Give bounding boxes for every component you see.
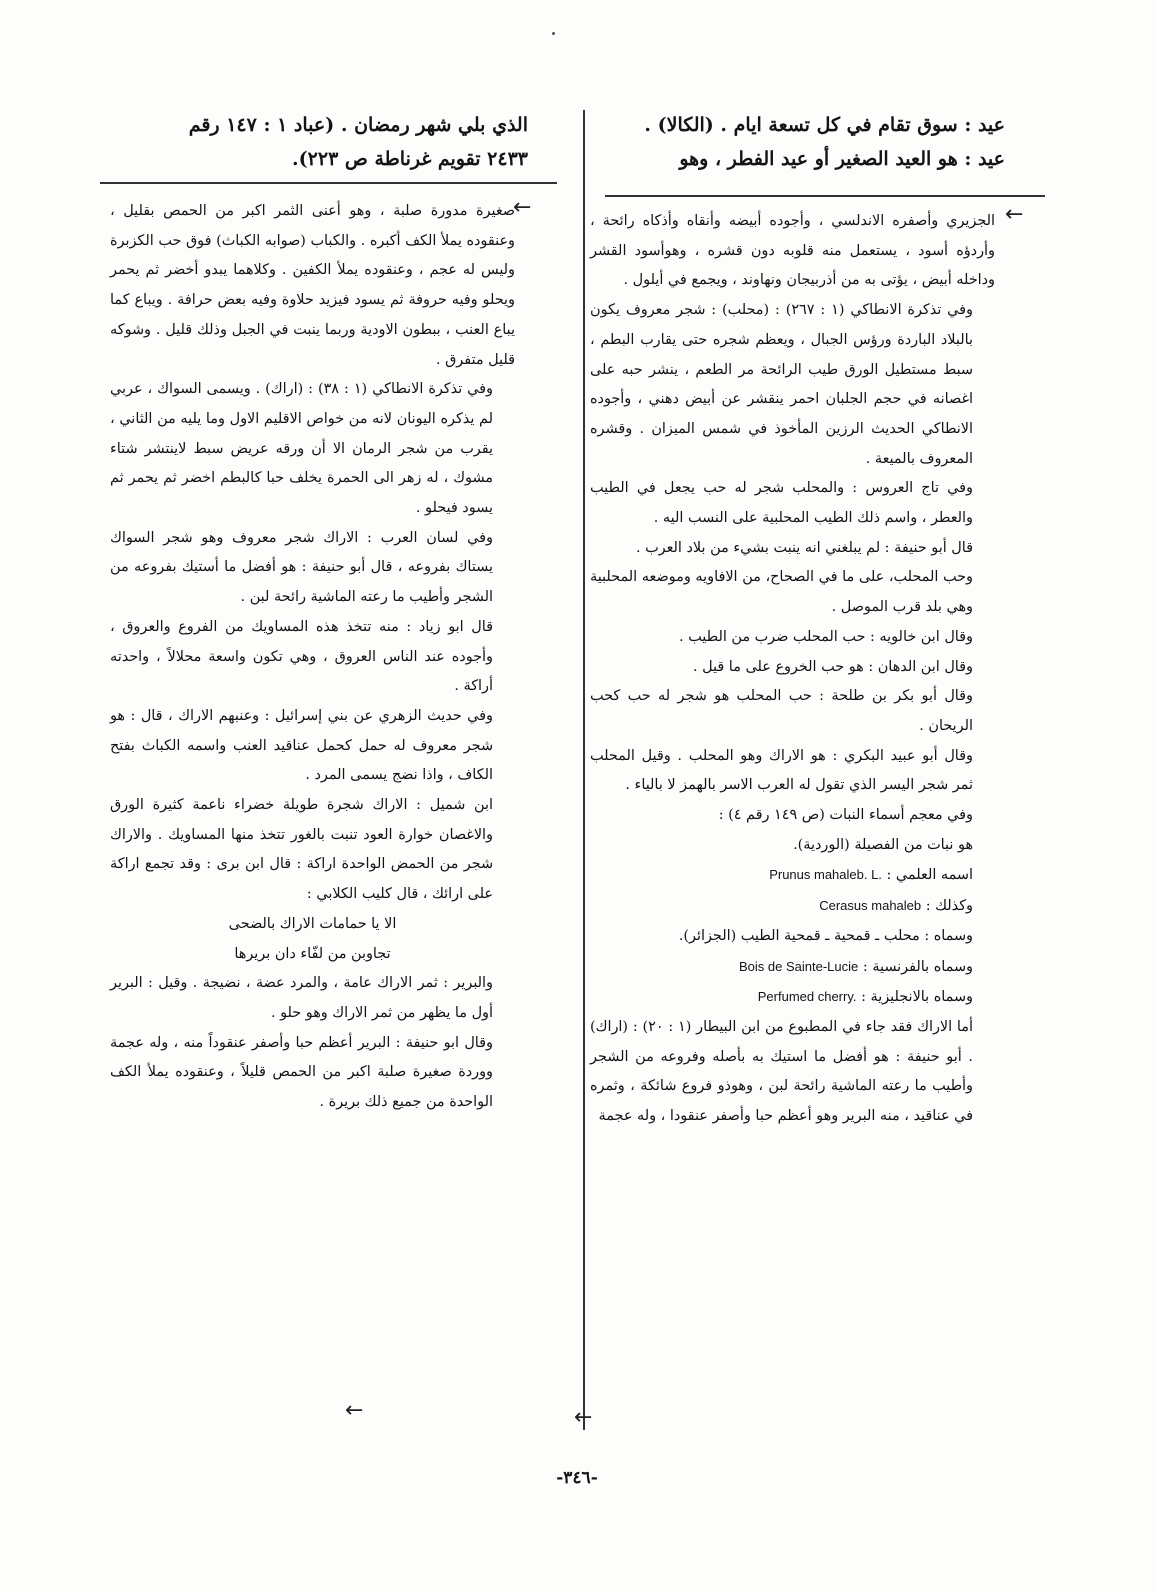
paragraph: الجزيري وأصفره الاندلسي ، وأجوده أبيضه وأنقاه وأذكاه رائحة ، وأردؤه أسود ، يستعمل منه قلوبه دون قشره ، وهوأسود القشر وداخله أبيض ، يؤتى به من أذربيجان ونهاوند ، ويجمع في أيلول . — [590, 213, 995, 289]
header-right — [605, 108, 1005, 176]
page-number: -٣٤٦- — [556, 1468, 598, 1488]
latin-name: Cerasus mahaleb — [819, 898, 922, 914]
latin-name: Prunus mahaleb. L. — [769, 867, 882, 883]
paragraph: وقال ابو حنيفة : البرير أعظم حبا وأصفر عنقوداً منه ، وله عجمة ووردة صغيرة صلبة اكبر من الحمص قليلاً ، وعنقوده يملأ الكف الواحدة من جميع ذلك بريرة . — [110, 1034, 493, 1111]
paragraph: وقال أبو بكر بن طلحة : حب المحلب هو شجر له حب كحب الريحان . — [590, 688, 973, 734]
right-header-divider — [605, 195, 1045, 197]
header-left-line-2: ٢٤٣٣ تقويم غرناطة ص ٢٢٣). — [292, 148, 528, 170]
continuation-arrow-icon: ← — [513, 195, 532, 220]
paragraph: قال أبو حنيفة : لم يبلغني انه ينبت بشيء من بلاد العرب . — [635, 539, 973, 556]
paragraph: ابن شميل : الاراك شجرة طويلة خضراء ناعمة كثيرة الورق والاغصان خوارة العود تنبت بالغور تتخذ منها المساويك . والاراك شجر من الحمض الواحدة اراكة : قال ابن برى : وقد تجمع اراكة على ارائك ، قال كليب الكلابي : — [110, 797, 493, 903]
paragraph: وفي حديث الزهري عن بني إسرائيل : وعنبهم الاراك ، قال : هو شجر معروف له حمل كحمل عناقيد العنب واسمه الكباث بفتح الكاف ، واذا نضج يسمى المرد . — [110, 707, 493, 784]
column-divider — [583, 110, 585, 1430]
continuation-arrow-icon: ← — [345, 1398, 364, 1423]
paragraph: وفي تاج العروس : والمحلب شجر له حب يجعل في الطيب والعطر ، واسم ذلك الطيب المحلبية على النسب اليه . — [590, 480, 973, 527]
right-column — [590, 207, 995, 1132]
paragraph: وفي لسان العرب : الاراك شجر معروف وهو شجر السواك يستاك بفروعه ، قال أبو حنيفة : هو أفضل ما أستيك بفروعه من الشجر وأطيب ما رعته الماشية رائحة لبن . — [110, 529, 493, 606]
header-left-line-1: الذي بلي شهر رمضان . (عباد ١ : ١٤٧ رقم — [188, 114, 528, 136]
paragraph: قال ابو زياد : منه تتخذ هذه المساويك من الفروع والعروق ، وأجوده عند الناس العروق ، وهي تكون واسعة محلالاً ، واحدته أراكة . — [110, 618, 493, 695]
paragraph: هو نبات من الفصيلة (الوردية). — [793, 836, 973, 853]
label: وسماه بالفرنسية : — [862, 958, 973, 975]
paragraph: وقال ابن الدهان : هو حب الخروع على ما قيل . — [692, 658, 973, 675]
paragraph: وحب المحلب، على ما في الصحاح، من الافاويه وموضعه المحلبية وهي بلد قرب الموصل . — [590, 569, 973, 616]
paragraph: وفي معجم أسماء النبات (ص ١٤٩ رقم ٤) : — [718, 807, 973, 824]
paragraph: صغيرة مدورة صلبة ، وهو أعنى الثمر اكبر من الحمص بقليل ، وعنقوده يملأ الكف أكبره . والكباب (صوابه الكباث) فوق حب الكزبرة وليس له عجم ، وعنقوده يملأ الكفين . وكلاهما يبدو أخضر ثم يحمر ويحلو وفيه حروفة ثم يسود فيزيد حلاوة وفيه بعض حرافة . ويباع كما يباع العنب ، ببطون الاودية وربما ينبت في الجبل وذلك قليل . وشوكه قليل متفرق . — [110, 203, 515, 368]
header-left — [108, 108, 528, 176]
continuation-arrow-icon: ← — [574, 1405, 593, 1430]
label: وسماه بالانجليزية : — [861, 989, 973, 1006]
left-column — [110, 197, 515, 1118]
scan-speck — [552, 32, 555, 35]
paragraph: أما الاراك فقد جاء في المطبوع من ابن البيطار (١ : ٢٠) : (اراك) . أبو حنيفة : هو أفضل ما استيك به بأصله وفروعه من الشجر وأطيب ما رعته الماشية رائحة لبن ، وهوذو فروع شائكة ، وثمره في عناقيد ، منه البرير وهو أعظم حبا وأصفر عنقودا ، وله عجمة — [590, 1018, 973, 1125]
left-header-divider — [100, 182, 557, 184]
latin-name: Bois de Sainte-Lucie — [739, 958, 859, 974]
paragraph: والبرير : ثمر الاراك عامة ، والمرد عضة ، نضيجة . وقيل : البرير أول ما يظهر من ثمر الاراك وهو حلو . — [110, 975, 493, 1021]
paragraph: وفي تذكرة الانطاكي (١ : ٢٦٧) : (محلب) : شجر معروف يكون بالبلاد الباردة ورؤس الجبال ، ويعظم شجره حتى يقارب البطم ، سبط مستطيل الورق طيب الرائحة مر الطعم ، ينشر حبه على اغصانه في حجم الجلبان احمر ينقشر عن أبيض دهني ، وأجوده الانطاكي الحديث الرزين المأخوذ في شمس الميزان . وقشره المعروف بالميعة . — [590, 302, 974, 467]
latin-entry — [590, 952, 995, 983]
paragraph: وقال أبو عبيد البكري : هو الاراك وهو المحلب . وقيل المحلب ثمر شجر اليسر الذي تقول له العرب الاسر بالهمز لا بالياء . — [590, 747, 973, 794]
latin-entry — [590, 891, 995, 922]
continuation-arrow-icon: ← — [1005, 202, 1024, 227]
latin-entry — [590, 860, 995, 891]
label: اسمه العلمي : — [886, 867, 973, 884]
paragraph: وسماه : محلب ـ قمحية ـ قمحية الطيب (الجزائر). — [678, 927, 973, 944]
verse-line: تجاوبن من لفّاء دان بريرها — [234, 945, 391, 962]
header-right-line-2: عيد : هو العيد الصغير أو عيد الفطر ، وهو — [679, 148, 1005, 170]
verse-line: الا يا حمامات الاراك بالضحى — [228, 915, 397, 932]
latin-name: Perfumed cherry. — [757, 989, 857, 1005]
header-right-line-1: عيد : سوق تقام في كل تسعة ايام . (الكالا) . — [644, 114, 1005, 136]
latin-entry — [590, 982, 995, 1013]
paragraph: وفي تذكرة الانطاكي (١ : ٣٨) : (اراك) . ويسمى السواك ، عربي لم يذكره اليونان لانه من خواص الاقليم الاول وما يليه من الثاني ، يقرب من شجر الرمان الا أن ورقه عريض سبط لاينتشر شتاء مشوك ، له زهر الى الحمرة يخلف حبا كالبطم اخضر ثم يحمر ثم يسود فيحلو . — [110, 381, 493, 517]
label: وكذلك : — [925, 898, 973, 915]
paragraph: وقال ابن خالويه : حب المحلب ضرب من الطيب . — [679, 628, 973, 645]
